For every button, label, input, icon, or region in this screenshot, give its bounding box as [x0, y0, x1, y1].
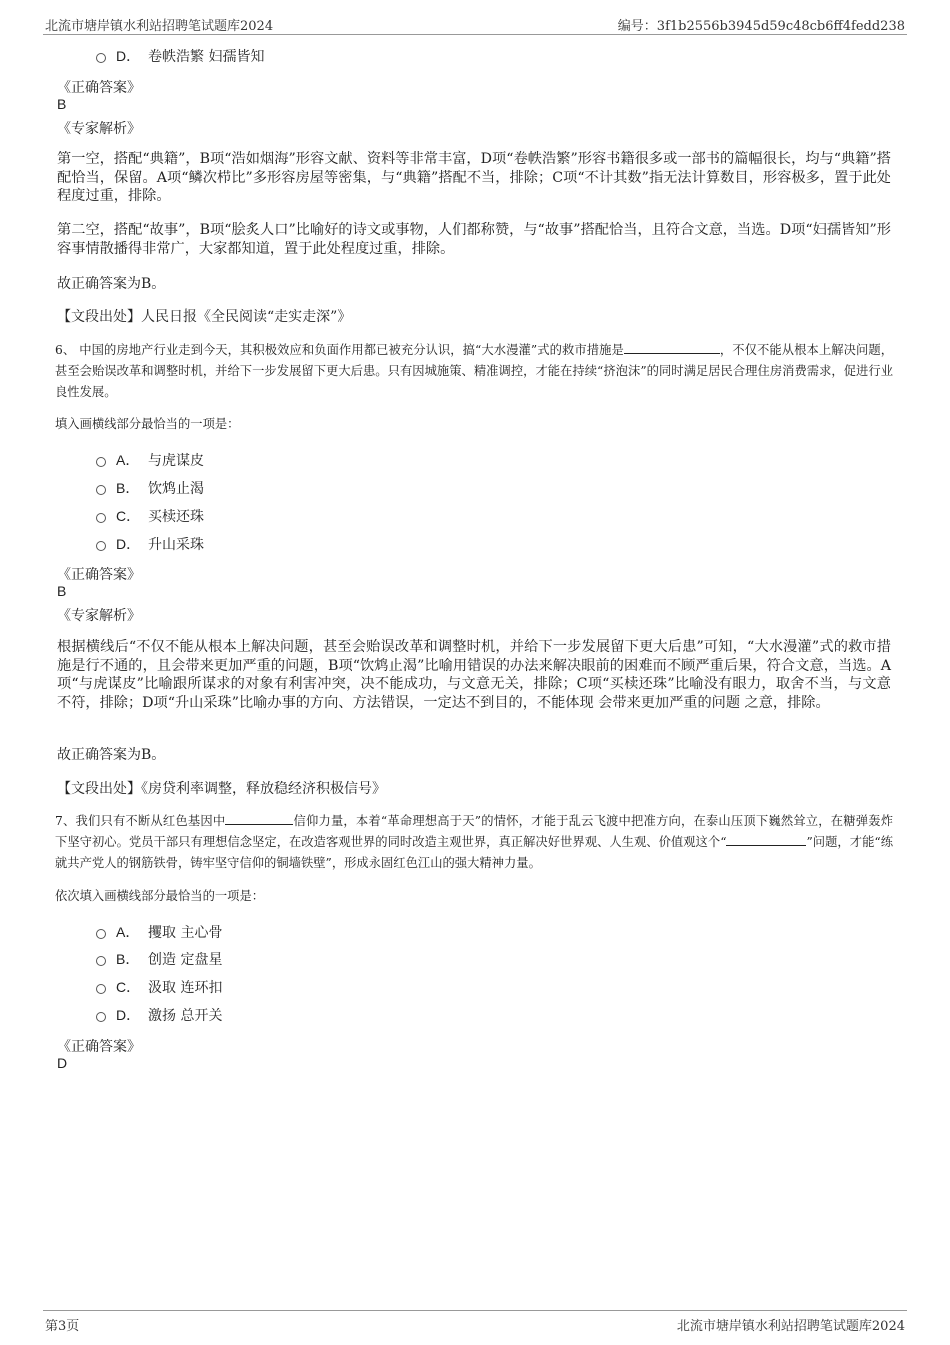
option-text: 激扬 总开关	[148, 1008, 223, 1024]
option-letter: A．	[116, 924, 140, 940]
page-header	[43, 14, 907, 35]
option-text: 卷帙浩繁 妇孺皆知	[148, 49, 265, 65]
q7-option-c[interactable]	[96, 977, 222, 997]
q5-analysis-paragraph-1: 第一空，搭配“典籍”，B项“浩如烟海”形容文献、资料等非常丰富，D项“卷帙浩繁”形容书籍很多或一部书的篇幅很长，均与“典籍”搭配恰当，保留。A项“鳞次栉比”多形容房屋等密集，与“典籍”搭配不当，排除；C项“不计其数”指无法计算数目，形容极多，置于此处程度过重，排除。	[57, 151, 891, 204]
q7-fill-blank-1	[225, 812, 293, 825]
q7-answer: D	[57, 1055, 68, 1071]
header-code: 编号：3f1b2556b3945d59c48cb6ff4fedd238	[617, 19, 905, 34]
q7-fill-blank-2	[726, 833, 806, 846]
option-text: 买椟还珠	[148, 509, 204, 525]
radio-button-icon[interactable]	[96, 53, 106, 63]
q6-option-d[interactable]	[96, 534, 204, 554]
q7-option-a[interactable]	[96, 922, 222, 942]
q7-stem-part-1: 7、我们只有不断从红色基因中	[55, 814, 226, 828]
q7-option-b[interactable]	[96, 949, 222, 969]
q6-answer: B	[57, 583, 67, 599]
q7-stem	[55, 811, 893, 874]
page-footer	[43, 1310, 907, 1333]
radio-button-icon[interactable]	[96, 485, 106, 495]
option-letter: A．	[116, 452, 140, 468]
q6-stem-after: ，不仅不能从根本上解决问题，甚至会贻误改革和调整时机，并给下一步发展留下更大后患。只有因城施策、精准调控，才能在持续“挤泡沫”的同时满足居民合理住房消费需求，促进行业良性发展。	[55, 343, 893, 399]
radio-button-icon[interactable]	[96, 541, 106, 551]
option-letter: B．	[116, 480, 140, 496]
q5-analysis-paragraph-2: 第二空，搭配“故事”，B项“脍炙人口”比喻好的诗文或事物，人们都称赞，与“故事”搭配恰当，且符合文意，当选。D项“妇孺皆知”形容事情散播得非常广，大家都知道，置于此处程度过重，排除。	[57, 222, 891, 257]
option-letter: B．	[116, 951, 140, 967]
q6-source: 【文段出处】《房贷利率调整，释放稳经济积极信号》	[57, 781, 386, 797]
option-letter: C．	[116, 979, 141, 995]
radio-button-icon[interactable]	[96, 513, 106, 523]
radio-button-icon[interactable]	[96, 984, 106, 994]
q7-prompt: 依次填入画横线部分最恰当的一项是：	[55, 889, 265, 903]
q7-stem-part-2: 信仰力量，本着“革命理想高于天”的情怀，才能于乱云飞渡中把准方向，在泰山压顶下巍然耸立，在糖弹轰炸下坚守初心。党员干部只有理想信念坚定，在改造客观世界的同时改造主观世界，真正解决好世界观、人生观、价值观这个“	[55, 814, 894, 849]
q5-conclusion: 故正确答案为B。	[57, 276, 166, 292]
option-text: 饮鸩止渴	[148, 481, 204, 497]
option-letter: C．	[116, 508, 141, 524]
q5-answer: B	[57, 96, 67, 112]
option-letter: D．	[116, 536, 141, 552]
q7-stem-part-3: ”问题，才能“练就共产党人的钢筋铁骨，铸牢坚守信仰的铜墙铁壁”，形成永固红色江山的强大精神力量。	[55, 835, 893, 870]
option-text: 汲取 连环扣	[148, 980, 223, 996]
option-text: 与虎谋皮	[148, 453, 204, 469]
option-text: 攫取 主心骨	[148, 925, 223, 941]
radio-button-icon[interactable]	[96, 1012, 106, 1022]
header-title: 北流市塘岸镇水利站招聘笔试题库2024	[45, 19, 274, 34]
page-number: 第3页	[45, 1319, 80, 1334]
q6-option-b[interactable]	[96, 478, 204, 498]
option-letter: D．	[116, 1007, 141, 1023]
option-text: 升山采珠	[148, 537, 204, 553]
q6-fill-blank	[624, 341, 720, 354]
option-letter: D．	[116, 48, 141, 64]
q5-source: 【文段出处】人民日报《全民阅读“走实走深”》	[57, 309, 352, 325]
q6-stem-before: 6、 中国的房地产行业走到今天，其积极效应和负面作用都已被充分认识，搞“大水漫灌”式的救市措施是	[55, 343, 624, 357]
footer-title: 北流市塘岸镇水利站招聘笔试题库2024	[676, 1319, 905, 1334]
q7-answer-label: 《正确答案》	[57, 1039, 141, 1055]
radio-button-icon[interactable]	[96, 457, 106, 467]
q5-answer-label: 《正确答案》	[57, 80, 141, 96]
q6-conclusion: 故正确答案为B。	[57, 747, 166, 763]
option-text: 创造 定盘星	[148, 952, 223, 968]
q6-option-a[interactable]	[96, 450, 204, 470]
q5-analysis-label: 《专家解析》	[57, 121, 141, 137]
q6-prompt: 填入画横线部分最恰当的一项是：	[55, 417, 240, 431]
q6-analysis-label: 《专家解析》	[57, 608, 141, 624]
q7-option-d[interactable]	[96, 1005, 222, 1025]
q6-stem	[55, 340, 893, 403]
radio-button-icon[interactable]	[96, 929, 106, 939]
q6-answer-label: 《正确答案》	[57, 567, 141, 583]
q6-analysis-paragraph: 根据横线后“不仅不能从根本上解决问题，甚至会贻误改革和调整时机，并给下一步发展留下更大后患”可知，“大水漫灌”式的救市措施是行不通的，且会带来更加严重的问题，B项“饮鸩止渴”比喻用错误的办法来解决眼前的困难而不顾严重后果，符合文意，当选。A项“与虎谋皮”比喻跟所谋求的对象有利害冲突，决不能成功，与文意无关，排除；C项“买椟还珠”比喻没有眼力，取舍不当，与文意不符，排除；D项“升山采珠”比喻办事的方向、方法错误，一定达不到目的，不能体现 会带来更加严重的问题 之意，排除。	[57, 639, 891, 711]
q6-option-c[interactable]	[96, 506, 204, 526]
q5-option-d[interactable]	[96, 46, 264, 66]
radio-button-icon[interactable]	[96, 956, 106, 966]
